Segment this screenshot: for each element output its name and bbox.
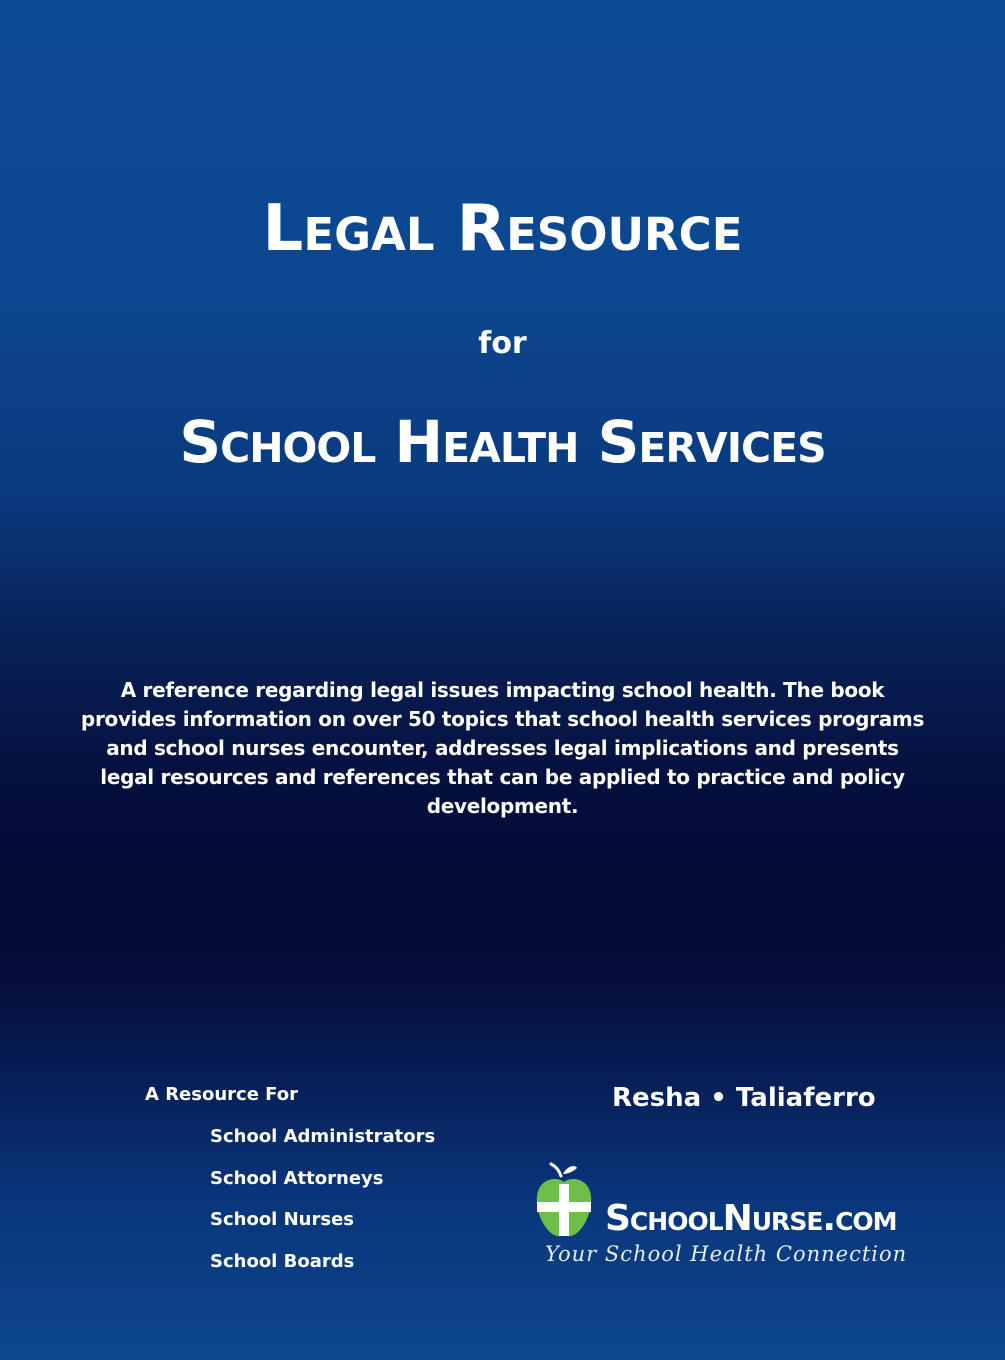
logo-tagline: Your School Health Connection	[545, 1242, 908, 1266]
publisher-logo	[533, 1162, 943, 1272]
authors: Resha • Taliaferro	[612, 1083, 876, 1113]
audience-item: School Attorneys	[210, 1167, 384, 1189]
audience-item: School Nurses	[210, 1209, 355, 1230]
audience-item: School Boards	[210, 1250, 355, 1272]
audience-item: School Administrators	[210, 1126, 436, 1147]
logo-name: SchoolNurse.com	[605, 1198, 897, 1239]
resource-heading: A Resource For	[145, 1084, 298, 1105]
audience-list	[210, 1124, 435, 1290]
title-main: Legal Resource	[262, 192, 743, 266]
apple-cross-icon	[533, 1162, 595, 1240]
book-description: A reference regarding legal issues impacting school health. The book provides information on over 50 topics that school health services programs and school nurses encounter, addresses legal implications and presents legal resources and references that can be applied to practice and policy development.	[80, 678, 925, 818]
title-for: for	[478, 326, 527, 361]
title-sub: School Health Services	[179, 408, 826, 476]
